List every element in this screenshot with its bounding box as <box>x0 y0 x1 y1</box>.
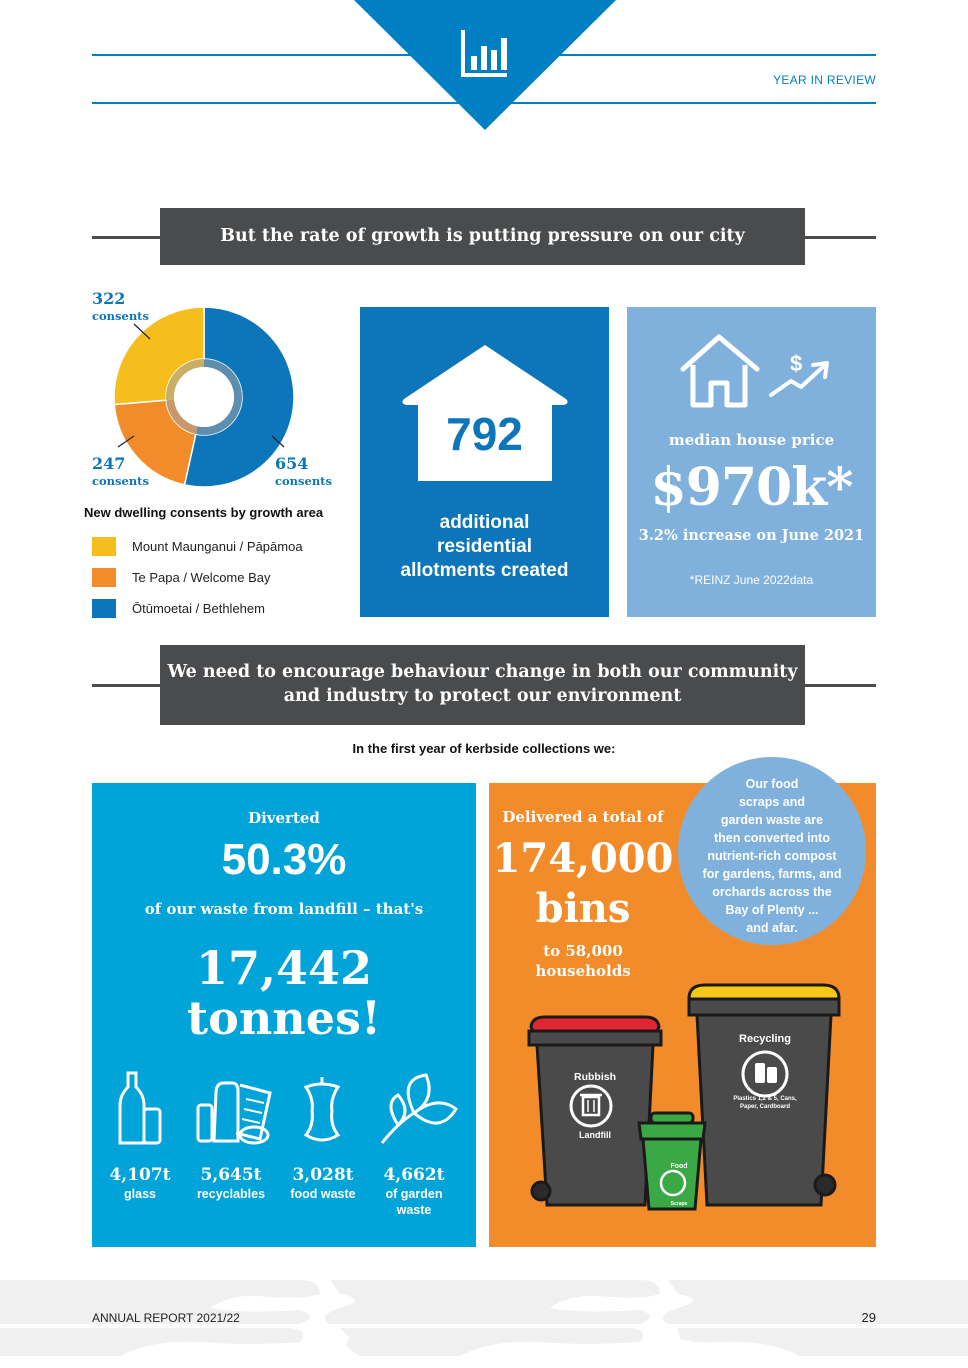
recyclables-value: 5,645t <box>200 1165 262 1185</box>
bottles-icon <box>118 1071 164 1147</box>
compost-info-bubble <box>678 757 866 945</box>
compost-info-line: Our food <box>745 777 799 791</box>
house-price-source: *REINZ June 2022data <box>689 573 814 587</box>
allotments-line1: additional <box>439 512 530 533</box>
label-654-num: 654 <box>275 454 309 473</box>
recyclables-icon <box>194 1075 276 1147</box>
food-waste-value: 3,028t <box>292 1165 354 1185</box>
rubbish-bin-label: Rubbish <box>574 1071 616 1083</box>
footer-report-title: ANNUAL REPORT 2021/22 <box>92 1311 240 1325</box>
compost-info-line: then converted into <box>714 831 830 845</box>
apple-core-icon <box>300 1075 344 1149</box>
diverted-sub: of our waste from landfill – that's <box>144 900 424 918</box>
label-247-num: 247 <box>92 454 126 473</box>
label-322-unit: consents <box>92 309 149 323</box>
recycling-bin-sub2: Paper, Cardboard <box>739 1104 790 1110</box>
compost-info-line: and afar. <box>746 921 798 935</box>
compost-info-text <box>678 775 866 937</box>
food-waste-label: food waste <box>290 1187 356 1201</box>
banner2-rule-right <box>802 684 876 687</box>
legend-swatch-orange <box>92 568 116 587</box>
tonnes-word: tonnes! <box>186 991 382 1045</box>
house-price-change: 3.2% increase on June 2021 <box>638 527 865 544</box>
compost-info-line: scraps and <box>738 795 805 809</box>
footer-page-number: 29 <box>861 1310 876 1325</box>
glass-label: glass <box>124 1187 156 1201</box>
leaves-icon <box>378 1073 460 1147</box>
house-price-panel <box>627 307 876 617</box>
banner2-rule-left <box>92 684 162 687</box>
allotments-line2: residential <box>436 536 533 557</box>
legend-item-otumoetai <box>92 599 265 618</box>
legend-label: Ōtūmoetai / Bethlehem <box>132 601 265 616</box>
legend-swatch-yellow <box>92 537 116 556</box>
delivered-sub1: to 58,000 <box>543 942 623 960</box>
dollar-icon: $ <box>790 351 803 376</box>
recycling-bin-label: Recycling <box>739 1033 791 1045</box>
legend-item-tepapa <box>92 568 271 587</box>
growth-banner-text: But the rate of growth is putting pressure on our city <box>220 225 745 246</box>
recycling-bin-sub1: Plastics 1,2 & 5, Cans, <box>733 1096 797 1102</box>
compost-info-line: nutrient-rich compost <box>707 849 837 863</box>
house-outline-icon <box>679 331 763 411</box>
house-price-value: $970k* <box>650 457 853 518</box>
garden-waste-label2: waste <box>396 1203 432 1217</box>
food-bin-label: Food <box>670 1163 688 1170</box>
diverted-panel <box>92 783 476 1247</box>
diverted-percent: 50.3% <box>221 835 347 884</box>
recyclables-label: recyclables <box>196 1187 266 1201</box>
food-bin-sub: Scraps <box>670 1201 688 1207</box>
delivered-number: 174,000 <box>492 835 674 882</box>
legend-label: Te Papa / Welcome Bay <box>132 570 271 585</box>
landfill-bin-label: Landfill <box>579 1130 611 1140</box>
donut-caption: New dwelling consents by growth area <box>84 505 324 520</box>
environment-banner-line2: and industry to protect our environment <box>283 686 682 706</box>
section-label: YEAR IN REVIEW <box>773 73 876 87</box>
legend-swatch-blue <box>92 599 116 618</box>
compost-info-line: Bay of Plenty ... <box>725 903 819 917</box>
compost-info-line: garden waste are <box>720 813 824 827</box>
diverted-label: Diverted <box>248 809 320 827</box>
delivered-label: Delivered a total of <box>502 808 664 826</box>
allotments-panel <box>360 307 609 617</box>
environment-banner-line1: We need to encourage behaviour change in both our community <box>167 662 798 683</box>
delivered-unit: bins <box>535 885 631 932</box>
glass-value: 4,107t <box>109 1165 171 1185</box>
tonnes-number: 17,442 <box>195 941 373 995</box>
compost-info-line: for gardens, farms, and <box>702 867 842 881</box>
label-322-num: 322 <box>92 289 126 308</box>
compost-info-line: orchards across the <box>712 885 832 899</box>
label-247-unit: consents <box>92 474 149 488</box>
allotments-line3: allotments created <box>400 560 569 581</box>
house-price-label: median house price <box>668 431 835 449</box>
environment-banner <box>160 645 805 725</box>
allotments-number: 792 <box>446 408 523 460</box>
garden-waste-value: 4,662t <box>383 1165 445 1185</box>
legend-label: Mount Maunganui / Pāpāmoa <box>132 539 303 554</box>
label-654-unit: consents <box>275 474 332 488</box>
legend-item-mount <box>92 537 303 556</box>
trend-arrow-icon <box>769 359 831 399</box>
delivered-sub2: households <box>535 962 631 980</box>
environment-intro: In the first year of kerbside collections we: <box>352 741 616 756</box>
garden-waste-label: of garden <box>385 1187 443 1201</box>
